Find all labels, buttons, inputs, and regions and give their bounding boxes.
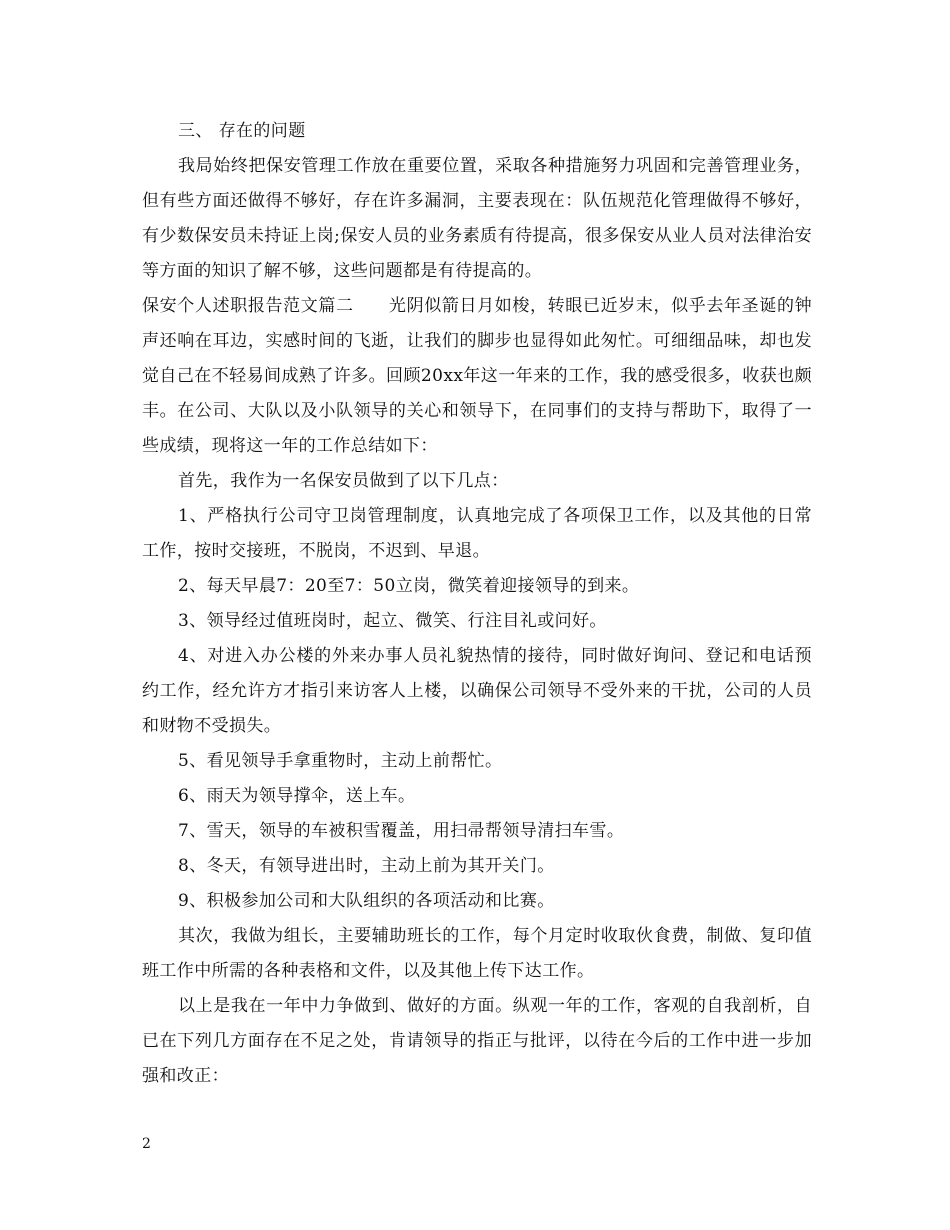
list-item-9: 9、积极参加公司和大队组织的各项活动和比赛。: [178, 891, 555, 911]
section-heading: 三、 存在的问题: [178, 121, 306, 141]
paragraph-second: 其次，我做为组长，主要辅助班长的工作，每个月定时收取伙食费，制做、复印值班工作中所需的各种表格和文件，以及其他上传下达工作。: [142, 926, 812, 981]
document-body: [142, 114, 812, 1094]
list-item-2: 2、每天早晨7：20至7：50立岗，微笑着迎接领导的到来。: [178, 576, 640, 596]
paragraph-summary: 以上是我在一年中力争做到、做好的方面。纵观一年的工作，客观的自我剖析，自已在下列几方面存在不足之处，肯请领导的指正与批评，以待在今后的工作中进一步加强和改正：: [142, 996, 812, 1086]
list-item-1: 1、严格执行公司守卫岗管理制度，认真地完成了各项保卫工作，以及其他的日常工作，按时交接班，不脱岗，不迟到、早退。: [142, 506, 812, 561]
list-item-6: 6、雨天为领导撑伞，送上车。: [178, 786, 416, 806]
paragraph-report-title-intro: 保安个人述职报告范文篇二 光阴似箭日月如梭，转眼已近岁末，似乎去年圣诞的钟声还响在耳边，实感时间的飞逝，让我们的脚步也显得如此匆忙。可细细品味，却也发觉自己在不轻易间成熟了许多。回顾20xx年这一年来的工作，我的感受很多，收获也颇丰。在公司、大队以及小队领导的关心和领导下，在同事们的支持与帮助下，取得了一些成绩，现将这一年的工作总结如下：: [142, 296, 812, 456]
list-item-4: 4、对进入办公楼的外来办事人员礼貌热情的接待，同时做好询问、登记和电话预约工作，经允许方才指引来访客人上楼，以确保公司领导不受外来的干扰，公司的人员和财物不受损失。: [142, 646, 812, 736]
page-number: 2: [142, 1136, 151, 1152]
list-item-7: 7、雪天，领导的车被积雪覆盖，用扫帚帮领导清扫车雪。: [178, 821, 625, 841]
paragraph-first: 首先，我作为一名保安员做到了以下几点：: [178, 471, 509, 491]
list-item-8: 8、冬天，有领导进出时，主动上前为其开关门。: [178, 856, 555, 876]
paragraph-problems: 我局始终把保安管理工作放在重要位置，采取各种措施努力巩固和完善管理业务，但有些方面还做得不够好，存在许多漏洞，主要表现在：队伍规范化管理做得不够好，有少数保安员未持证上岗;保安人员的业务素质有待提高，很多保安从业人员对法律治安等方面的知识了解不够，这些问题都是有待提高的。: [142, 156, 812, 281]
list-item-5: 5、看见领导手拿重物时，主动上前帮忙。: [178, 751, 503, 771]
list-item-3: 3、领导经过值班岗时，起立、微笑、行注目礼或问好。: [178, 611, 607, 631]
